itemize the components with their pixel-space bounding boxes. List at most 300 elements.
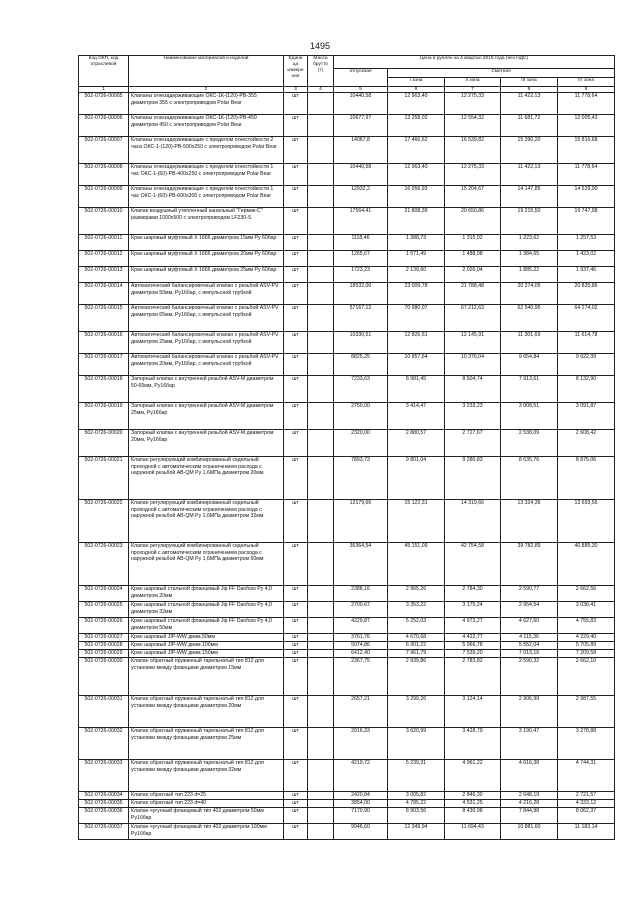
zone-1-price-cell: 70 980,07 [388,305,445,332]
zone-2-price-cell: 4 531,25 [445,800,501,808]
zone-3-price-cell: 3 190,47 [501,728,558,760]
table-row [79,618,615,634]
zone-4-price-cell: 2 721,57 [558,792,615,800]
zone-3-price-cell: 15 390,20 [501,137,558,164]
column-number: 4 [308,87,334,93]
zone-1-price-cell: 17 466,62 [388,137,445,164]
header-price-title: Цена в рублях на 4 квартал 2015 года (без НДС) [334,56,615,69]
zone-3-price-cell: 7 844,98 [501,808,558,824]
release-price-cell: 4219,72 [334,760,388,792]
zone-4-price-cell: 3 091,87 [558,403,615,430]
release-price-cell: 18532,00 [334,283,388,305]
unit-cell: шт [284,642,308,650]
okp-code-cell: 502-0726-00014 [79,283,129,305]
mass-cell [308,696,334,728]
mass-cell [308,376,334,403]
zone-1-price-cell: 12 963,40 [388,164,445,186]
release-price-cell: 10440,58 [334,164,388,186]
zone-1-price-cell: 8 981,45 [388,376,445,403]
zone-3-price-cell: 4 115,36 [501,634,558,642]
zone-2-price-cell: 2 026,04 [445,267,501,283]
zone-3-price-cell: 2 590,32 [501,658,558,696]
zone-4-price-cell: 3 278,88 [558,728,615,760]
zone-2-price-cell: 16 539,82 [445,137,501,164]
release-price-cell: 4229,87 [334,618,388,634]
unit-cell: шт [284,332,308,354]
unit-cell: шт [284,618,308,634]
zone-2-price-cell: 4 422,77 [445,634,501,642]
okp-code-cell: 502-0726-00022 [79,500,129,543]
release-price-cell: 17564,41 [334,208,388,235]
release-price-cell: 9946,60 [334,824,388,840]
zone-4-price-cell: 7 209,58 [558,650,615,658]
zone-1-price-cell: 13 258,02 [388,115,445,137]
table-row [79,602,615,618]
zone-3-price-cell: 10 881,60 [501,824,558,840]
zone-1-price-cell: 3 005,82 [388,792,445,800]
zone-3-price-cell: 2 590,77 [501,586,558,602]
okp-code-cell: 502-0726-00027 [79,634,129,642]
material-name-cell: Автоматический балансировочный клапан с резьбой ASV-PV диаметром 50мм, Ру16бар, с импульсной трубкой [129,283,284,305]
mass-cell [308,650,334,658]
release-price-cell: 3761,76 [334,634,388,642]
zone-3-price-cell: 11 422,13 [501,93,558,115]
okp-code-cell: 502-0726-00008 [79,164,129,186]
mass-cell [308,305,334,332]
zone-1-price-cell: 2 939,86 [388,658,445,696]
column-number: 5 [334,87,388,93]
release-price-cell: 36364,54 [334,543,388,586]
material-name-cell: Клапан обратный пружинный тарельчатый тип 812 для установки между фланцами диаметром 25мм [129,728,284,760]
unit-cell: шт [284,650,308,658]
release-price-cell: 2420,84 [334,792,388,800]
zone-4-price-cell: 11 614,78 [558,332,615,354]
material-name-cell: Запорный клапан с внутренней резьбой ASV-M диаметром 50-65мм, Ру16бар [129,376,284,403]
zone-4-price-cell: 13 693,56 [558,500,615,543]
okp-code-cell: 502-0726-00036 [79,808,129,824]
zone-3-price-cell: 4 627,60 [501,618,558,634]
zone-1-price-cell: 12 963,40 [388,93,445,115]
zone-1-price-cell: 23 009,78 [388,283,445,305]
zone-1-price-cell: 6 301,22 [388,642,445,650]
material-name-cell: Клапаны огнезадерживающие с пределом огнестойкости 1 час ОКС-1-(60)-РВ-400х250 с электроприводом Polar Bear [129,164,284,186]
release-price-cell: 2700,67 [334,602,388,618]
zone-4-price-cell: 20 835,86 [558,283,615,305]
table-row [79,283,615,305]
release-price-cell: 1265,67 [334,251,388,267]
mass-cell [308,634,334,642]
okp-code-cell: 502-0726-00035 [79,800,129,808]
unit-cell: шт [284,115,308,137]
table-body [79,93,615,840]
zone-3-price-cell: 1 885,22 [501,267,558,283]
zone-2-price-cell: 67 212,63 [445,305,501,332]
zone-1-price-cell: 3 299,26 [388,696,445,728]
column-number: 2 [129,87,284,93]
release-price-cell: 57167,12 [334,305,388,332]
zone-2-price-cell: 3 233,23 [445,403,501,430]
material-name-cell: Кран шаровый муфтовый X 1666 диаметром 15мм Ру 60бар [129,235,284,251]
table-row [79,658,615,696]
material-name-cell: Кран шаровый муфтовый X 1666 диаметром 25мм Ру 60бар [129,267,284,283]
okp-code-cell: 502-0726-00034 [79,792,129,800]
unit-cell: шт [284,93,308,115]
okp-code-cell: 502-0726-00020 [79,430,129,457]
unit-cell: шт [284,602,308,618]
material-name-cell: Клапан обратный пружинный тарельчатый тип 812 для установки между фланцами диаметром 20мм [129,696,284,728]
zone-2-price-cell: 20 650,86 [445,208,501,235]
zone-1-price-cell: 12 826,61 [388,332,445,354]
okp-code-cell: 502-0726-00028 [79,642,129,650]
release-price-cell: 7893,73 [334,457,388,500]
zone-2-price-cell: 11 694,43 [445,824,501,840]
zone-2-price-cell: 2 783,82 [445,658,501,696]
unit-cell: шт [284,235,308,251]
zone-4-price-cell: 1 257,53 [558,235,615,251]
zone-4-price-cell: 4 229,40 [558,634,615,642]
release-price-cell: 2388,16 [334,586,388,602]
material-name-cell: Кран шаровый муфтовый X 1666 диаметром 20мм Ру 60бар [129,251,284,267]
zone-2-price-cell: 9 280,83 [445,457,501,500]
unit-cell: шт [284,186,308,208]
mass-cell [308,728,334,760]
zone-2-price-cell: 4 961,22 [445,760,501,792]
material-name-cell: Клапаны огнезадерживающие ОКС-1К-(120)-РВ-450 диаметром 450 с электроприводом Polar Bear [129,115,284,137]
material-name-cell: Запорный клапан с внутренней резьбой ASV-M диаметром 25мм, Ру16бар [129,403,284,430]
material-name-cell: Клапан чугунный фланцевый тип 402 диаметром 50мм Ру16бар [129,808,284,824]
release-price-cell: 12932,2 [334,186,388,208]
zone-2-price-cell: 4 973,27 [445,618,501,634]
zone-1-price-cell: 5 239,31 [388,760,445,792]
mass-cell [308,642,334,650]
zone-4-price-cell: 11 183,14 [558,824,615,840]
table-row [79,267,615,283]
zone-2-price-cell: 2 846,30 [445,792,501,800]
mass-cell [308,586,334,602]
material-name-cell: Клапан регулирующий комбинированный седельный проходной с автоматическим ограничением расхода с наружной резьбой AB-QM Ру 1,6МПа диаметром 50мм [129,543,284,586]
unit-cell: шт [284,376,308,403]
zone-3-price-cell: 62 540,95 [501,305,558,332]
material-name-cell: Клапаны огнезадерживающие ОКС-1К-(120)-РВ-355 диаметром 355 с электроприводом Polar Bear [129,93,284,115]
material-name-cell: Автоматический балансировочный клапан с резьбой ASV-PV диаметром 65мм, Ру16бар, с импульсной трубкой [129,305,284,332]
price-table [78,55,615,840]
okp-code-cell: 502-0726-00011 [79,235,129,251]
zone-4-price-cell: 11 778,64 [558,164,615,186]
mass-cell [308,808,334,824]
mass-cell [308,430,334,457]
material-name-cell: Клапаны огнезадерживающие с пределом огнестойкости 2 часа ОКС-1-(120)-РВ-590х250 с электроприводом Polar Bear [129,137,284,164]
mass-cell [308,235,334,251]
zone-4-price-cell: 2 662,56 [558,586,615,602]
table-row [79,650,615,658]
zone-3-price-cell: 4 616,38 [501,760,558,792]
zone-1-price-cell: 8 903,56 [388,808,445,824]
release-price-cell: 2750,00 [334,403,388,430]
mass-cell [308,137,334,164]
zone-3-price-cell: 11 681,72 [501,115,558,137]
zone-2-price-cell: 7 539,20 [445,650,501,658]
okp-code-cell: 502-0726-00017 [79,354,129,376]
zone-4-price-cell: 15 816,68 [558,137,615,164]
release-price-cell: 5074,86 [334,642,388,650]
zone-4-price-cell: 8 132,90 [558,376,615,403]
material-name-cell: Автоматический балансировочный клапан с резьбой ASV-PV диаметром 20мм, Ру16бар, с импульсной трубкой [129,354,284,376]
header-zone-4: IV зона [558,78,615,87]
zone-1-price-cell: 2 139,60 [388,267,445,283]
release-price-cell: 7233,63 [334,376,388,403]
zone-1-price-cell: 4 670,68 [388,634,445,642]
unit-cell: шт [284,500,308,543]
material-name-cell: Клапан воздушный утепленный канальный "Гермик-С" размерами 1000х500 с электроприводом LF230-S [129,208,284,235]
zone-4-price-cell: 64 274,02 [558,305,615,332]
zone-1-price-cell: 45 151,09 [388,543,445,586]
mass-cell [308,602,334,618]
material-name-cell: Клапаны огнезадерживающие с пределом огнестойкости 1 час ОКС-1-(60)-РВ-600х300 с электроприводом Polar Bear [129,186,284,208]
zone-1-price-cell: 2 880,57 [388,430,445,457]
material-name-cell: Кран шаровый стальной фланцевый Jip FF Danfoss Ру 4,0 диаметром 20мм [129,586,284,602]
zone-4-price-cell: 9 922,39 [558,354,615,376]
release-price-cell: 12179,66 [334,500,388,543]
zone-4-price-cell: 40 885,30 [558,543,615,586]
zone-1-price-cell: 9 801,04 [388,457,445,500]
release-price-cell: 10330,51 [334,332,388,354]
table-row [79,543,615,586]
zone-2-price-cell: 8 504,74 [445,376,501,403]
zone-1-price-cell: 21 808,39 [388,208,445,235]
table-row [79,808,615,824]
unit-cell: шт [284,634,308,642]
unit-cell: шт [284,792,308,800]
mass-cell [308,208,334,235]
header-mass: Масса брутто (т) [308,56,334,87]
table-row [79,500,615,543]
table-row [79,251,615,267]
zone-3-price-cell: 2 906,99 [501,696,558,728]
zone-2-price-cell: 15 204,67 [445,186,501,208]
zone-3-price-cell: 2 538,09 [501,430,558,457]
zone-2-price-cell: 5 966,78 [445,642,501,650]
zone-3-price-cell: 20 274,05 [501,283,558,305]
mass-cell [308,543,334,586]
zone-2-price-cell: 3 428,79 [445,728,501,760]
zone-2-price-cell: 10 376,04 [445,354,501,376]
okp-code-cell: 502-0726-00018 [79,376,129,403]
table-row [79,305,615,332]
table-row [79,696,615,728]
zone-1-price-cell: 2 965,26 [388,586,445,602]
zone-4-price-cell: 19 747,98 [558,208,615,235]
table-row [79,164,615,186]
zone-1-price-cell: 1 388,73 [388,235,445,251]
header-name: Наименование материалов и изделий [129,56,284,87]
release-price-cell: 2367,75 [334,658,388,696]
unit-cell: шт [284,586,308,602]
release-price-cell: 7170,90 [334,808,388,824]
material-name-cell: Кран шаровый стальной фланцевый Jip FF Danfoss Ру 4,0 диаметром 50мм [129,618,284,634]
zone-3-price-cell: 11 422,13 [501,164,558,186]
zone-1-price-cell: 10 957,64 [388,354,445,376]
mass-cell [308,186,334,208]
table-row [79,642,615,650]
unit-cell: шт [284,267,308,283]
mass-cell [308,760,334,792]
table-row [79,403,615,430]
okp-code-cell: 502-0726-00007 [79,137,129,164]
table-row [79,586,615,602]
zone-4-price-cell: 4 744,31 [558,760,615,792]
okp-code-cell: 502-0726-00037 [79,824,129,840]
table-row [79,93,615,115]
zone-1-price-cell: 3 353,22 [388,602,445,618]
material-name-cell: Кран шаровый JIP-WW диам.50мм [129,634,284,642]
zone-2-price-cell: 8 430,98 [445,808,501,824]
zone-2-price-cell: 12 145,91 [445,332,501,354]
unit-cell: шт [284,824,308,840]
table-row [79,457,615,500]
zone-3-price-cell: 2 954,54 [501,602,558,618]
table-row [79,376,615,403]
okp-code-cell: 502-0726-00005 [79,93,129,115]
unit-cell: шт [284,137,308,164]
unit-cell: шт [284,658,308,696]
okp-code-cell: 502-0726-00030 [79,658,129,696]
release-price-cell: 6412,40 [334,650,388,658]
header-unit: Едини ца измере ния [284,56,308,87]
zone-2-price-cell: 12 275,33 [445,164,501,186]
header-zone-1: I зона [388,78,445,87]
zone-3-price-cell: 1 384,65 [501,251,558,267]
okp-code-cell: 502-0726-00023 [79,543,129,586]
okp-code-cell: 502-0726-00025 [79,602,129,618]
release-price-cell: 3854,00 [334,800,388,808]
table-row [79,208,615,235]
okp-code-cell: 502-0726-00010 [79,208,129,235]
zone-1-price-cell: 4 785,22 [388,800,445,808]
zone-2-price-cell: 3 175,24 [445,602,501,618]
zone-3-price-cell: 3 008,51 [501,403,558,430]
material-name-cell: Клапан обратный пружинный тарельчатый тип 812 для установки между фланцами диаметром 15мм [129,658,284,696]
okp-code-cell: 502-0726-00026 [79,618,129,634]
mass-cell [308,164,334,186]
table-row [79,430,615,457]
table-row [79,115,615,137]
column-number: 3 [284,87,308,93]
zone-4-price-cell: 12 005,43 [558,115,615,137]
material-name-cell: Клапан обратный тип 223 d=40 [129,800,284,808]
unit-cell: шт [284,543,308,586]
material-name-cell: Клапан обратный пружинный тарельчатый тип 812 для установки между фланцами диаметром 32мм [129,760,284,792]
mass-cell [308,500,334,543]
unit-cell: шт [284,164,308,186]
column-number: 7 [445,87,501,93]
unit-cell: шт [284,354,308,376]
release-price-cell: 2320,00 [334,430,388,457]
zone-1-price-cell: 16 056,93 [388,186,445,208]
release-price-cell: 1723,23 [334,267,388,283]
unit-cell: шт [284,251,308,267]
zone-2-price-cell: 2 784,30 [445,586,501,602]
zone-2-price-cell: 42 754,58 [445,543,501,586]
column-number: 1 [79,87,129,93]
zone-2-price-cell: 3 124,14 [445,696,501,728]
zone-1-price-cell: 7 961,79 [388,650,445,658]
zone-4-price-cell: 2 987,55 [558,696,615,728]
header-zone-3: III зона [501,78,558,87]
zone-3-price-cell: 39 782,89 [501,543,558,586]
zone-4-price-cell: 1 937,46 [558,267,615,283]
zone-2-price-cell: 12 554,32 [445,115,501,137]
zone-3-price-cell: 4 216,28 [501,800,558,808]
zone-4-price-cell: 11 778,64 [558,93,615,115]
unit-cell: шт [284,430,308,457]
table-row [79,235,615,251]
zone-3-price-cell: 9 654,84 [501,354,558,376]
zone-2-price-cell: 1 488,08 [445,251,501,267]
unit-cell: шт [284,208,308,235]
zone-4-price-cell: 4 333,12 [558,800,615,808]
zone-3-price-cell: 13 324,36 [501,500,558,543]
mass-cell [308,115,334,137]
okp-code-cell: 502-0726-00024 [79,586,129,602]
table-row [79,186,615,208]
zone-3-price-cell: 19 215,50 [501,208,558,235]
mass-cell [308,267,334,283]
column-number: 9 [558,87,615,93]
column-number: 8 [501,87,558,93]
table-row [79,728,615,760]
okp-code-cell: 502-0726-00031 [79,696,129,728]
zone-3-price-cell: 5 552,04 [501,642,558,650]
table-row [79,332,615,354]
okp-code-cell: 502-0726-00019 [79,403,129,430]
zone-3-price-cell: 2 648,19 [501,792,558,800]
unit-cell: шт [284,457,308,500]
table-row [79,800,615,808]
okp-code-cell: 502-0726-00009 [79,186,129,208]
release-price-cell: 14067,8 [334,137,388,164]
okp-code-cell: 502-0726-00033 [79,760,129,792]
material-name-cell: Запорный клапан с внутренней резьбой ASV-M диаметром 20мм, Ру16бар [129,430,284,457]
okp-code-cell: 502-0726-00013 [79,267,129,283]
material-name-cell: Кран шаровый JIP-WW диам.100мм [129,642,284,650]
table-row [79,634,615,642]
zone-1-price-cell: 3 620,99 [388,728,445,760]
unit-cell: шт [284,728,308,760]
release-price-cell: 10440,58 [334,93,388,115]
mass-cell [308,251,334,267]
unit-cell: шт [284,760,308,792]
zone-4-price-cell: 8 875,06 [558,457,615,500]
material-name-cell: Клапан регулирующий комбинированный седельный проходной с автоматическим ограничением расхода с наружной резьбой AB-QM Ру 1,6МПа диаметром 32мм [129,500,284,543]
zone-4-price-cell: 14 539,90 [558,186,615,208]
release-price-cell: 10677,97 [334,115,388,137]
zone-4-price-cell: 1 423,02 [558,251,615,267]
zone-2-price-cell: 2 727,67 [445,430,501,457]
table-row [79,354,615,376]
material-name-cell: Кран шаровый стальной фланцевый Jip FF Danfoss Ру 4,0 диаметром 32мм [129,602,284,618]
mass-cell [308,824,334,840]
mass-cell [308,800,334,808]
material-name-cell: Клапан чугунный фланцевый тип 402 диаметром 100мм Ру16бар [129,824,284,840]
mass-cell [308,93,334,115]
zone-4-price-cell: 3 036,41 [558,602,615,618]
okp-code-cell: 502-0726-00021 [79,457,129,500]
unit-cell: шт [284,808,308,824]
zone-3-price-cell: 14 147,85 [501,186,558,208]
zone-1-price-cell: 3 414,47 [388,403,445,430]
release-price-cell: 1118,46 [334,235,388,251]
release-price-cell: 8825,25 [334,354,388,376]
